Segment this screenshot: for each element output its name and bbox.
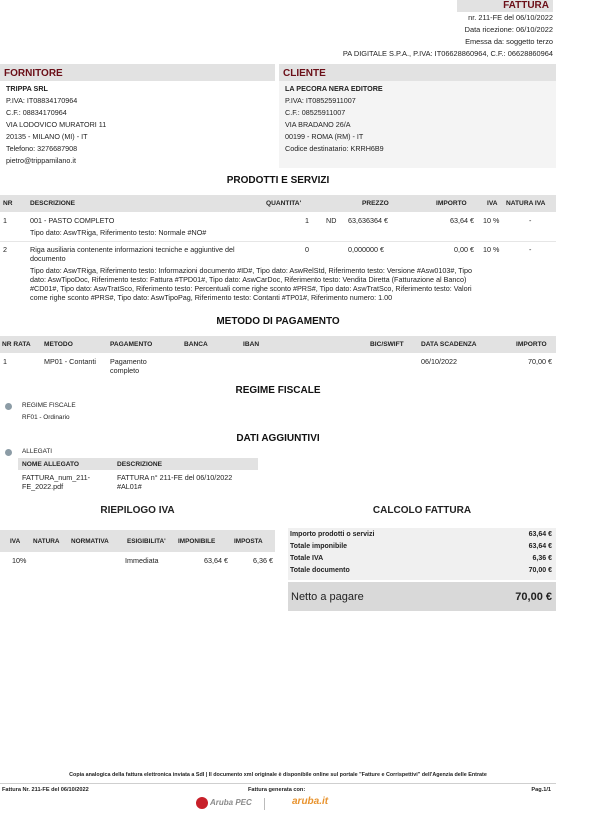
row-iva: 10 %: [483, 245, 500, 254]
footer-note: Copia analogica della fattura elettronica inviata a SdI | Il documento xml originale è disponibile online sul portale "Fatture e Corrispettivi" dell'Agenzia delle Entrate: [69, 772, 487, 778]
col-natura: NATURA IVA: [506, 200, 546, 207]
col-imponibile: IMPONIBILE: [178, 538, 216, 545]
row-importo: 63,64 €: [450, 216, 474, 225]
client-box: [279, 64, 556, 168]
col-pagamento: PAGAMENTO: [110, 341, 153, 348]
col-normativa: NORMATIVA: [71, 538, 109, 545]
col-vat: IVA: [10, 538, 21, 545]
calc-value: 63,64 €: [528, 531, 552, 538]
supplier-name: TRIPPA SRL: [6, 84, 48, 93]
col-importo: IMPORTO: [436, 200, 467, 207]
document-title: FATTURA: [457, 0, 553, 12]
row-divider: [0, 241, 556, 242]
col-prezzo: PREZZO: [362, 200, 389, 207]
regime-label: REGIME FISCALE: [22, 402, 76, 409]
col-bic: BIC/SWIFT: [370, 341, 404, 348]
row-detail: Tipo dato: AswTRiga, Riferimento testo: Informazioni documento #ID#, Tipo dato: AswRelStd, Riferimento testo: Versione #Asw0103#, Tipo dato: AswTipoDoc, Riferimento testo: Fattura #TPD01#, Tipo dato: AswCarDoc, Riferimento testo: Vendita Diretta (Fatturazione al Banco) #CD01#, Tipo dato: AswTratSco, Riferimento testo: Percentuali come righe sconto #PRS#, Tipo dato: AswTratSco, Riferimento testo: Valori come righe sconto #PRS#, Tipo dato: AswTipoPag, Riferimento testo: Contanti #TP01#, Riferimento numero: 1.00: [30, 266, 472, 302]
client-city: 00199 - ROMA (RM) - IT: [285, 132, 364, 141]
row-natura: -: [529, 216, 532, 225]
row-metodo: MP01 - Contanti: [44, 357, 96, 366]
aruba-pec-logo: Aruba PEC: [210, 798, 252, 807]
row-detail: Tipo dato: AswTRiga, Riferimento testo: Normale #NO#: [30, 228, 207, 237]
logo-divider: [264, 798, 265, 810]
row-quantita: 0: [305, 245, 309, 254]
col-vat-natura: NATURA: [33, 538, 60, 545]
row-unit: ND: [326, 216, 337, 225]
col-descrizione-allegato: DESCRIZIONE: [117, 461, 163, 468]
vat-summary-title: RIEPILOGO IVA: [100, 505, 175, 516]
footer-invoice-ref: Fattura Nr. 211-FE del 06/10/2022: [2, 787, 89, 793]
client-recipient-code: Codice destinatario: KRRH6B9: [285, 144, 384, 153]
products-table-header: [0, 195, 556, 212]
attachment-file-link[interactable]: FATTURA_num_211-FE_2022.pdf: [22, 473, 91, 491]
col-scadenza: DATA SCADENZA: [421, 341, 477, 348]
row-imponibile: 63,64 €: [204, 556, 228, 565]
attachments-header: [18, 458, 258, 470]
row-imposta: 6,36 €: [253, 556, 273, 565]
col-nr-rata: NR RATA: [2, 341, 31, 348]
table-row: [0, 216, 556, 242]
col-metodo: METODO: [44, 341, 73, 348]
products-section-title: PRODOTTI E SERVIZI: [226, 175, 330, 186]
row-scadenza: 06/10/2022: [421, 357, 457, 366]
row-nr: 2: [3, 245, 7, 254]
issued-by: Emessa da: soggetto terzo: [465, 37, 553, 46]
supplier-email[interactable]: pietro@trippamilano.it: [6, 156, 77, 165]
bullet-icon: [5, 449, 12, 456]
row-prezzo: 63,636364 €: [348, 216, 388, 225]
client-title: CLIENTE: [279, 64, 556, 81]
row-descrizione: 001 - PASTO COMPLETO: [30, 216, 115, 225]
calc-label: Totale imponibile: [290, 543, 348, 550]
client-name: LA PECORA NERA EDITORE: [285, 84, 383, 93]
footer-divider: [0, 783, 556, 784]
net-to-pay-box: [288, 582, 556, 611]
aruba-logo: aruba.it: [292, 796, 329, 807]
attachment-description: FATTURA n° 211-FE del 06/10/2022 #AL01#: [117, 473, 233, 491]
row-prezzo: 0,000000 €: [348, 245, 384, 254]
calc-value: 63,64 €: [528, 543, 552, 550]
table-row: [0, 357, 556, 377]
calc-label: Totale documento: [290, 567, 350, 574]
row-natura: -: [529, 245, 532, 254]
payment-section-title: METODO DI PAGAMENTO: [216, 316, 340, 327]
row-nr: 1: [3, 216, 7, 225]
row-esigibilita: Immediata: [125, 556, 159, 565]
regime-value: RF01 - Ordinario: [22, 414, 70, 421]
row-pagamento: Pagamento completo: [110, 357, 147, 375]
supplier-box: [0, 64, 275, 168]
col-descrizione: DESCRIZIONE: [30, 200, 76, 207]
row-iva: 10 %: [483, 216, 500, 225]
footer-page: Pag.1/1: [531, 787, 551, 793]
supplier-vat: P.IVA: IT08834170964: [6, 96, 78, 105]
regime-section-title: REGIME FISCALE: [235, 385, 321, 396]
attachments-label: ALLEGATI: [22, 448, 53, 455]
calc-label: Totale IVA: [290, 555, 324, 562]
supplier-title: FORNITORE: [0, 64, 275, 81]
row-quantita: 1: [305, 216, 309, 225]
col-importo-pag: IMPORTO: [516, 341, 547, 348]
col-iban: IBAN: [243, 341, 260, 348]
col-banca: BANCA: [184, 341, 208, 348]
supplier-cf: C.F.: 08834170964: [6, 108, 67, 117]
footer-generated: Fattura generata con:: [248, 787, 306, 793]
col-quantita: QUANTITA': [266, 200, 302, 207]
header-info: [273, 12, 553, 60]
net-value: 70,00 €: [515, 591, 552, 603]
calc-title: CALCOLO FATTURA: [372, 505, 472, 516]
col-iva: IVA: [487, 200, 498, 207]
row-importo: 70,00 €: [528, 357, 552, 366]
client-vat: P.IVA: IT08525911007: [285, 96, 356, 105]
calc-value: 6,36 €: [532, 555, 552, 562]
intermediary: PA DIGITALE S.P.A., P.IVA: IT06628860964, C.F.: 06628860964: [342, 49, 553, 58]
aruba-pec-icon: [196, 797, 208, 809]
payment-table-header: [0, 336, 556, 353]
supplier-city: 20135 - MILANO (MI) - IT: [6, 132, 88, 141]
col-esigibilita: ESIGIBILITA': [127, 538, 166, 545]
calc-value: 70,00 €: [528, 567, 552, 574]
net-label: Netto a pagare: [291, 591, 364, 603]
client-cf: C.F.: 08525911007: [285, 108, 346, 117]
calc-box: [288, 528, 556, 580]
col-imposta: IMPOSTA: [234, 538, 263, 545]
calc-label: Importo prodotti o servizi: [290, 531, 375, 538]
invoice-number: nr. 211-FE del 06/10/2022: [468, 13, 553, 22]
supplier-address: VIA LODOVICO MURATORI 11: [6, 120, 107, 129]
receipt-date: Data ricezione: 06/10/2022: [464, 25, 553, 34]
col-nr: NR: [3, 200, 13, 207]
document-header: [0, 0, 599, 60]
row-vat: 10%: [12, 556, 27, 565]
extra-section-title: DATI AGGIUNTIVI: [236, 433, 320, 444]
supplier-phone: Telefono: 3276687908: [6, 144, 78, 153]
table-row: [0, 556, 275, 568]
table-row: [0, 245, 556, 309]
bullet-icon: [5, 403, 12, 410]
col-nome-allegato: NOME ALLEGATO: [22, 461, 80, 468]
vat-summary-header: [0, 530, 275, 552]
row-descrizione: Riga ausiliaria contenente informazioni tecniche e aggiuntive del documento: [30, 245, 235, 263]
row-importo: 0,00 €: [454, 245, 474, 254]
client-address: VIA BRADANO 26/A: [285, 120, 351, 129]
row-nr: 1: [3, 357, 7, 366]
